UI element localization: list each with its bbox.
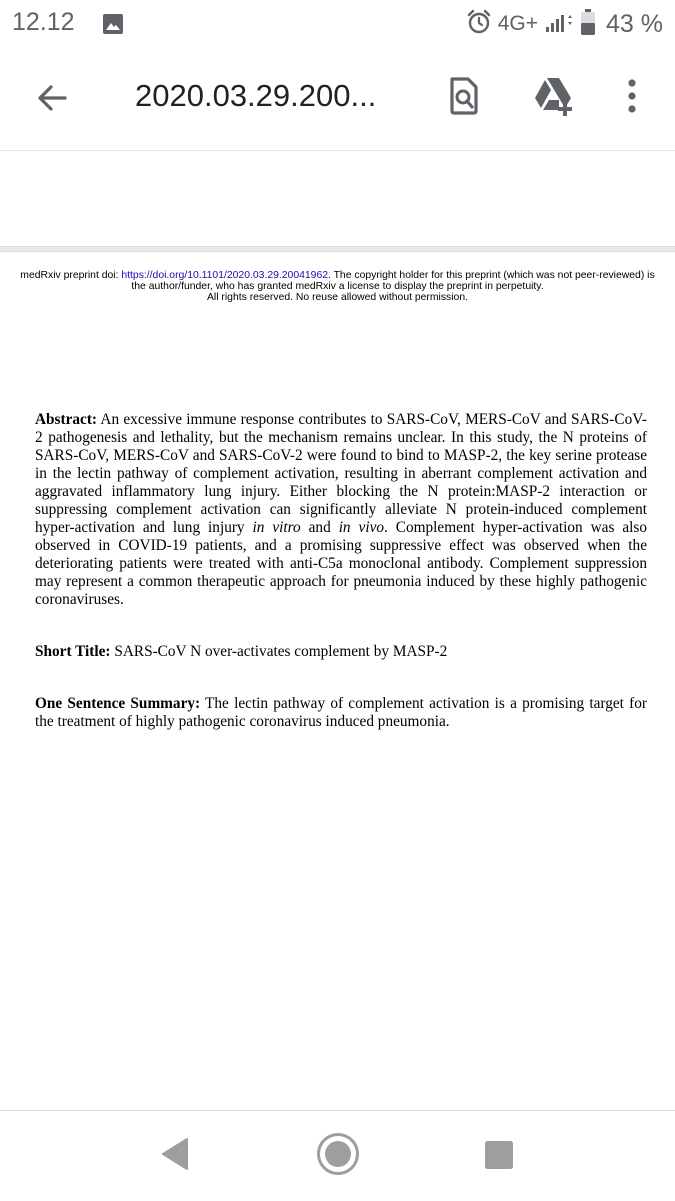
add-to-drive-icon — [533, 76, 579, 121]
more-vert-icon — [626, 78, 638, 119]
app-bar — [0, 48, 675, 151]
short-title-text: SARS-CoV N over-activates complement by MASP-2 — [110, 643, 448, 660]
summary-paragraph — [35, 695, 647, 731]
more-options-button[interactable] — [612, 74, 652, 122]
network-type: 4G+ — [497, 12, 539, 35]
short-title-label: Short Title: — [35, 643, 111, 660]
nav-recents-button[interactable] — [481, 1139, 517, 1175]
gallery-icon — [102, 13, 124, 40]
preprint-prefix: medRxiv preprint doi: — [20, 270, 122, 281]
abstract-italic-2: in vivo — [338, 519, 385, 536]
nav-recents-icon — [484, 1140, 514, 1175]
preprint-notice-line-3: All rights reserved. No reuse allowed without permission. — [206, 292, 469, 303]
abstract-paragraph — [35, 411, 647, 609]
preprint-notice — [6, 270, 669, 303]
nav-back-icon — [160, 1137, 190, 1176]
summary-label: One Sentence Summary: — [35, 695, 201, 712]
navigation-bar — [0, 1110, 675, 1201]
back-arrow-icon — [35, 81, 69, 120]
document-title: 2020.03.29.200... — [135, 78, 377, 113]
find-in-document-icon — [448, 76, 480, 121]
back-button[interactable] — [28, 76, 76, 124]
short-title-paragraph — [35, 643, 647, 661]
signal-icon — [544, 10, 574, 39]
battery-icon — [580, 8, 596, 41]
preprint-notice-line-2: the author/funder, who has granted medRxiv a license to display the preprint in perpetuity. — [131, 281, 544, 292]
page-separator — [0, 246, 675, 252]
nav-back-button[interactable] — [155, 1136, 195, 1176]
add-to-drive-button[interactable] — [530, 74, 582, 122]
alarm-icon — [466, 9, 492, 40]
abstract-text-1: An excessive immune response contributes to SARS-CoV, MERS-CoV and SARS-CoV-2 pathogenesis and lethality, but the mechanism remains unclear. In this study, the N proteins of SARS-CoV, MERS-CoV and SARS-CoV-2 were found to bind to MASP-2, the key serine protease in the lectin pathway of complement activation, resulting in aberrant complement activation and aggravated inflammatory lung injury. Either blocking the N protein:MASP-2 interaction or suppressing complement activation can significantly alleviate N protein-induced complement hyper-activation and lung injury — [35, 411, 647, 536]
doi-link[interactable]: https://doi.org/10.1101/2020.03.29.20041962 — [121, 270, 328, 281]
battery-level: 43 % — [606, 9, 663, 38]
preprint-notice-line-1 — [6, 270, 669, 281]
status-bar — [0, 0, 675, 48]
preprint-suffix: . The copyright holder for this preprint (which was not peer-reviewed) is — [328, 270, 655, 281]
abstract-text-2: and — [300, 519, 339, 536]
abstract-text-3: . Complement hyper-activation was also observed in COVID-19 patients, and a promising suppressive effect was observed when the deteriorating patients were treated with anti-C5a monoclonal antibody. Complement suppression may represent a common therapeutic approach for pneumonia induced by these highly pathogenic coronaviruses. — [35, 519, 647, 608]
find-in-document-button[interactable] — [440, 74, 488, 122]
summary-text: The lectin pathway of complement activation is a promising target for the treatment of highly pathogenic coronavirus induced pneumonia. — [35, 695, 647, 730]
status-right-group — [466, 8, 663, 40]
abstract-label: Abstract: — [35, 411, 98, 428]
abstract-italic-1: in vitro — [252, 519, 301, 536]
nav-home-button[interactable] — [315, 1133, 361, 1179]
status-time: 12.12 — [12, 8, 75, 36]
document-body — [35, 411, 647, 731]
nav-home-icon — [316, 1132, 360, 1181]
